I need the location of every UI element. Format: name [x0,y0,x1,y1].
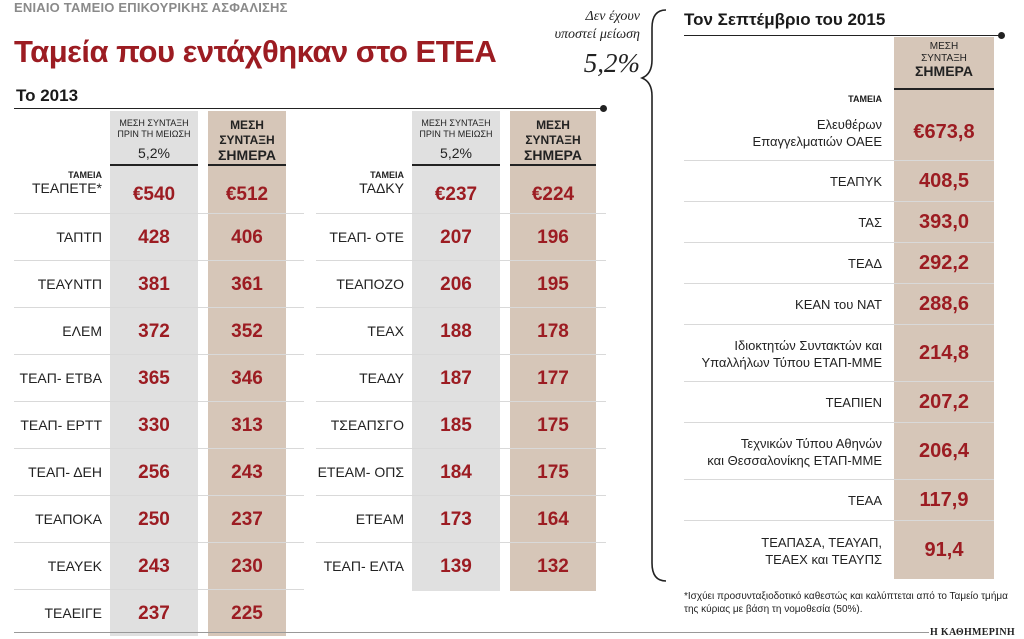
pension-now: 132 [537,555,569,577]
pension-now: 408,5 [918,169,970,192]
pension-now: 346 [231,367,263,389]
pension-now: 393,0 [918,210,970,233]
table-row [316,496,606,543]
pension-before-cut: 256 [138,461,170,483]
now-header-1-line1: ΜΕΣΗ ΣΥΝΤΑΞΗ [219,118,275,147]
table-row [684,480,994,521]
fund-name: ΤΑΣ [858,215,882,230]
fund-name-text: ΤΣΕΑΠΣΓΟ [330,416,404,433]
fund-name-text: ΤΕΑΠ- ΟΤΕ [329,228,404,245]
table-row [14,402,304,449]
pension-before-cut: 187 [440,367,472,389]
fund-name-text: ΤΕΑΕΙΓΕ [44,604,102,621]
pension-now: 117,9 [919,488,969,511]
fund-name: ΚΕΑΝ του ΝΑΤ [795,297,882,312]
pension-before-cut: €540 [132,184,176,205]
fund-name: Ελευθέρων Επαγγελματιών ΟΑΕΕ [752,116,882,149]
table-row [684,161,994,202]
now-header-2-line1: ΜΕΣΗ ΣΥΝΤΑΞΗ [525,118,581,147]
pension-now: 292,2 [918,251,970,274]
fund-name [44,605,102,621]
table-row [14,261,304,308]
fund-name [359,370,404,386]
fund-name: Τεχνικών Τύπου Αθηνών και Θεσσαλονίκης ΕΤΑΠ-ΜΜΕ [707,435,882,468]
now-header-1-line2: ΣΗΜΕΡΑ [218,147,276,163]
pension-now: 91,4 [924,538,964,561]
fund-name-text: ΕΤΕΑΜ [355,510,404,527]
pension-before-cut: 372 [138,320,170,342]
right-rule [684,35,1002,36]
pension-before-cut: 207 [440,226,472,248]
table-row [14,496,304,543]
fund-name-text: ΤΕΑΠΟΖΟ [336,275,404,292]
table-row [14,543,304,590]
pension-before-cut: 428 [138,226,170,248]
fund-name [329,229,404,245]
now-header-2 [510,118,596,163]
table-row [684,325,994,382]
fund-name-text: ΤΕΑΔΥ [359,369,404,386]
table-row [316,261,606,308]
fund-name-text: ΤΕΑΠ- ΕΛΤΑ [323,557,404,574]
now-header-1 [208,118,286,163]
fund-name-text: ΤΕΑΠΕΤΕ* [31,180,102,196]
pension-before-cut: 250 [138,508,170,530]
fund-name-text: ΤΕΑΠ- ΕΤΒΑ [19,369,102,386]
fund-name [356,511,404,527]
pension-before-cut: 173 [440,508,472,530]
table-row [316,402,606,449]
pension-now: 288,6 [918,292,970,315]
pension-now: 225 [231,602,263,624]
fund-name [331,417,404,433]
pension-before-cut: 365 [138,367,170,389]
pension-now: 196 [537,226,569,248]
fund-name: ΤΕΑΔ [848,256,882,271]
pension-before-cut: 188 [440,320,472,342]
before-header-pct-2: 5,2% [440,145,472,161]
table-row [684,202,994,243]
table-row [14,308,304,355]
pension-before-cut: €237 [434,184,478,205]
pension-before-cut: 237 [138,602,170,624]
fund-name [318,464,404,480]
pension-before-cut: 206 [440,273,472,295]
fund-name-text: ΤΕΑΠ- ΕΡΤΤ [20,416,102,433]
fund-name-text: ΤΕΑΥΕΚ [47,557,102,574]
before-header-pct-1: 5,2% [138,145,170,161]
table-row [316,449,606,496]
no-cut-note [520,8,640,79]
pension-before-cut: 184 [440,461,472,483]
fund-name [62,323,102,339]
right-section-title: Τον Σεπτέμβριο του 2015 [684,10,886,29]
pension-now: 230 [231,555,263,577]
right-header-line2: ΣΥΝΤΑΞΗ [921,53,967,64]
pension-before-cut: 185 [440,414,472,436]
fund-name [32,170,102,196]
pension-before-cut: 330 [138,414,170,436]
rule-dot [600,105,607,112]
note-line-2: υποστεί μείωση [554,27,640,42]
fund-name: ΤΕΑΠΙΕΝ [825,395,882,410]
pension-now: €673,8 [913,120,975,143]
fund-name [367,323,404,339]
fund-name-text: ΤΕΑΠΟΚΑ [35,510,102,527]
table-row [316,355,606,402]
page-title: Ταμεία που εντάχθηκαν στο ΕΤΕΑ [14,34,497,69]
table-row [316,543,606,590]
pension-now: 206,4 [918,439,970,462]
pension-now: 352 [231,320,263,342]
fund-name [35,511,102,527]
right-header-line [894,88,994,90]
fund-name [28,464,102,480]
section-subhead: Το 2013 [16,86,79,105]
pension-now: 177 [537,367,569,389]
pension-now: €512 [225,184,269,205]
table-row [684,382,994,423]
pension-now: €224 [531,184,575,205]
pension-now: 237 [231,508,263,530]
fund-name: ΤΕΑΠΑΣΑ, ΤΕΑΥΑΠ, ΤΕΑΕΧ και ΤΕΑΥΠΣ [761,534,882,567]
funds-label: ΤΑΜΕΙΑ [370,170,404,180]
fund-name [336,276,404,292]
fund-name: Ιδιοκτητών Συντακτών και Υπαλλήλων Τύπου ΕΤΑΠ-ΜΜΕ [701,337,882,370]
pension-now: 178 [537,320,569,342]
table-row [684,104,994,161]
pension-now: 207,2 [918,390,970,413]
pension-now: 175 [537,461,569,483]
fund-name [359,170,404,196]
table-row [14,449,304,496]
pension-now: 243 [231,461,263,483]
table-row [316,166,606,214]
table-row [316,214,606,261]
fund-name [56,229,102,245]
fund-name-text: ΤΑΠΤΠ [56,228,102,245]
pension-now: 164 [537,508,569,530]
table-row [684,521,994,580]
before-header-2: ΜΕΣΗ ΣΥΝΤΑΞΗ ΠΡΙΝ ΤΗ ΜΕΙΩΣΗ [419,118,493,139]
right-rule-dot [998,32,1005,39]
kicker: ΕΝΙΑΙΟ ΤΑΜΕΙΟ ΕΠΙΚΟΥΡΙΚΗΣ ΑΣΦΑΛΙΣΗΣ [14,0,288,15]
section-rule [14,108,604,109]
table-row [684,243,994,284]
source-credit: Η ΚΑΘΗΜΕΡΙΝΗ [930,627,1015,638]
pension-before-cut: 243 [138,555,170,577]
table-row [684,423,994,480]
fund-name [20,370,102,386]
table-row [316,308,606,355]
pension-now: 195 [537,273,569,295]
right-column-header [894,41,994,77]
table-row [684,284,994,325]
table-row [14,166,304,214]
right-header-line1: ΜΕΣΗ [929,41,959,52]
now-header-2-line2: ΣΗΜΕΡΑ [524,147,582,163]
before-header-1: ΜΕΣΗ ΣΥΝΤΑΞΗ ΠΡΙΝ ΤΗ ΜΕΙΩΣΗ [117,118,191,139]
pension-now: 313 [231,414,263,436]
fund-name [38,276,102,292]
pension-now: 361 [231,273,263,295]
fund-name: ΤΕΑΑ [848,493,882,508]
pension-before-cut: 381 [138,273,170,295]
table-row [14,355,304,402]
note-value: 5,2% [583,48,640,78]
fund-name [20,417,102,433]
fund-name [48,558,102,574]
fund-name-text: ΤΑΔΚΥ [359,180,404,196]
right-funds-label: ΤΑΜΕΙΑ [848,94,882,104]
fund-name [324,558,404,574]
pension-now: 214,8 [918,341,970,364]
funds-label: ΤΑΜΕΙΑ [68,170,102,180]
bottom-rule [14,632,929,633]
fund-name-text: ΤΕΑΠ- ΔΕΗ [28,463,102,480]
fund-name-text: ΕΤΕΑΜ- ΟΠΣ [317,463,404,480]
right-header-line3: ΣΗΜΕΡΑ [915,63,973,79]
fund-name-text: ΕΛΕΜ [62,322,102,339]
pension-now: 175 [537,414,569,436]
fund-name-text: ΤΕΑΥΝΤΠ [37,275,102,292]
footnote: *Ισχύει προσυνταξιοδοτικό καθεστώς και καλύπτεται από το Ταμείο τμήμα της κύριας με βάση τη νομοθεσία (50%). [684,591,1008,615]
note-line-1: Δεν έχουν [585,9,640,24]
table-row [14,590,304,637]
fund-name: ΤΕΑΠΥΚ [829,174,882,189]
fund-name-text: ΤΕΑΧ [367,322,404,339]
pension-before-cut: 139 [440,555,472,577]
pension-now: 406 [231,226,263,248]
curly-brace-icon [640,8,670,583]
table-row [14,214,304,261]
